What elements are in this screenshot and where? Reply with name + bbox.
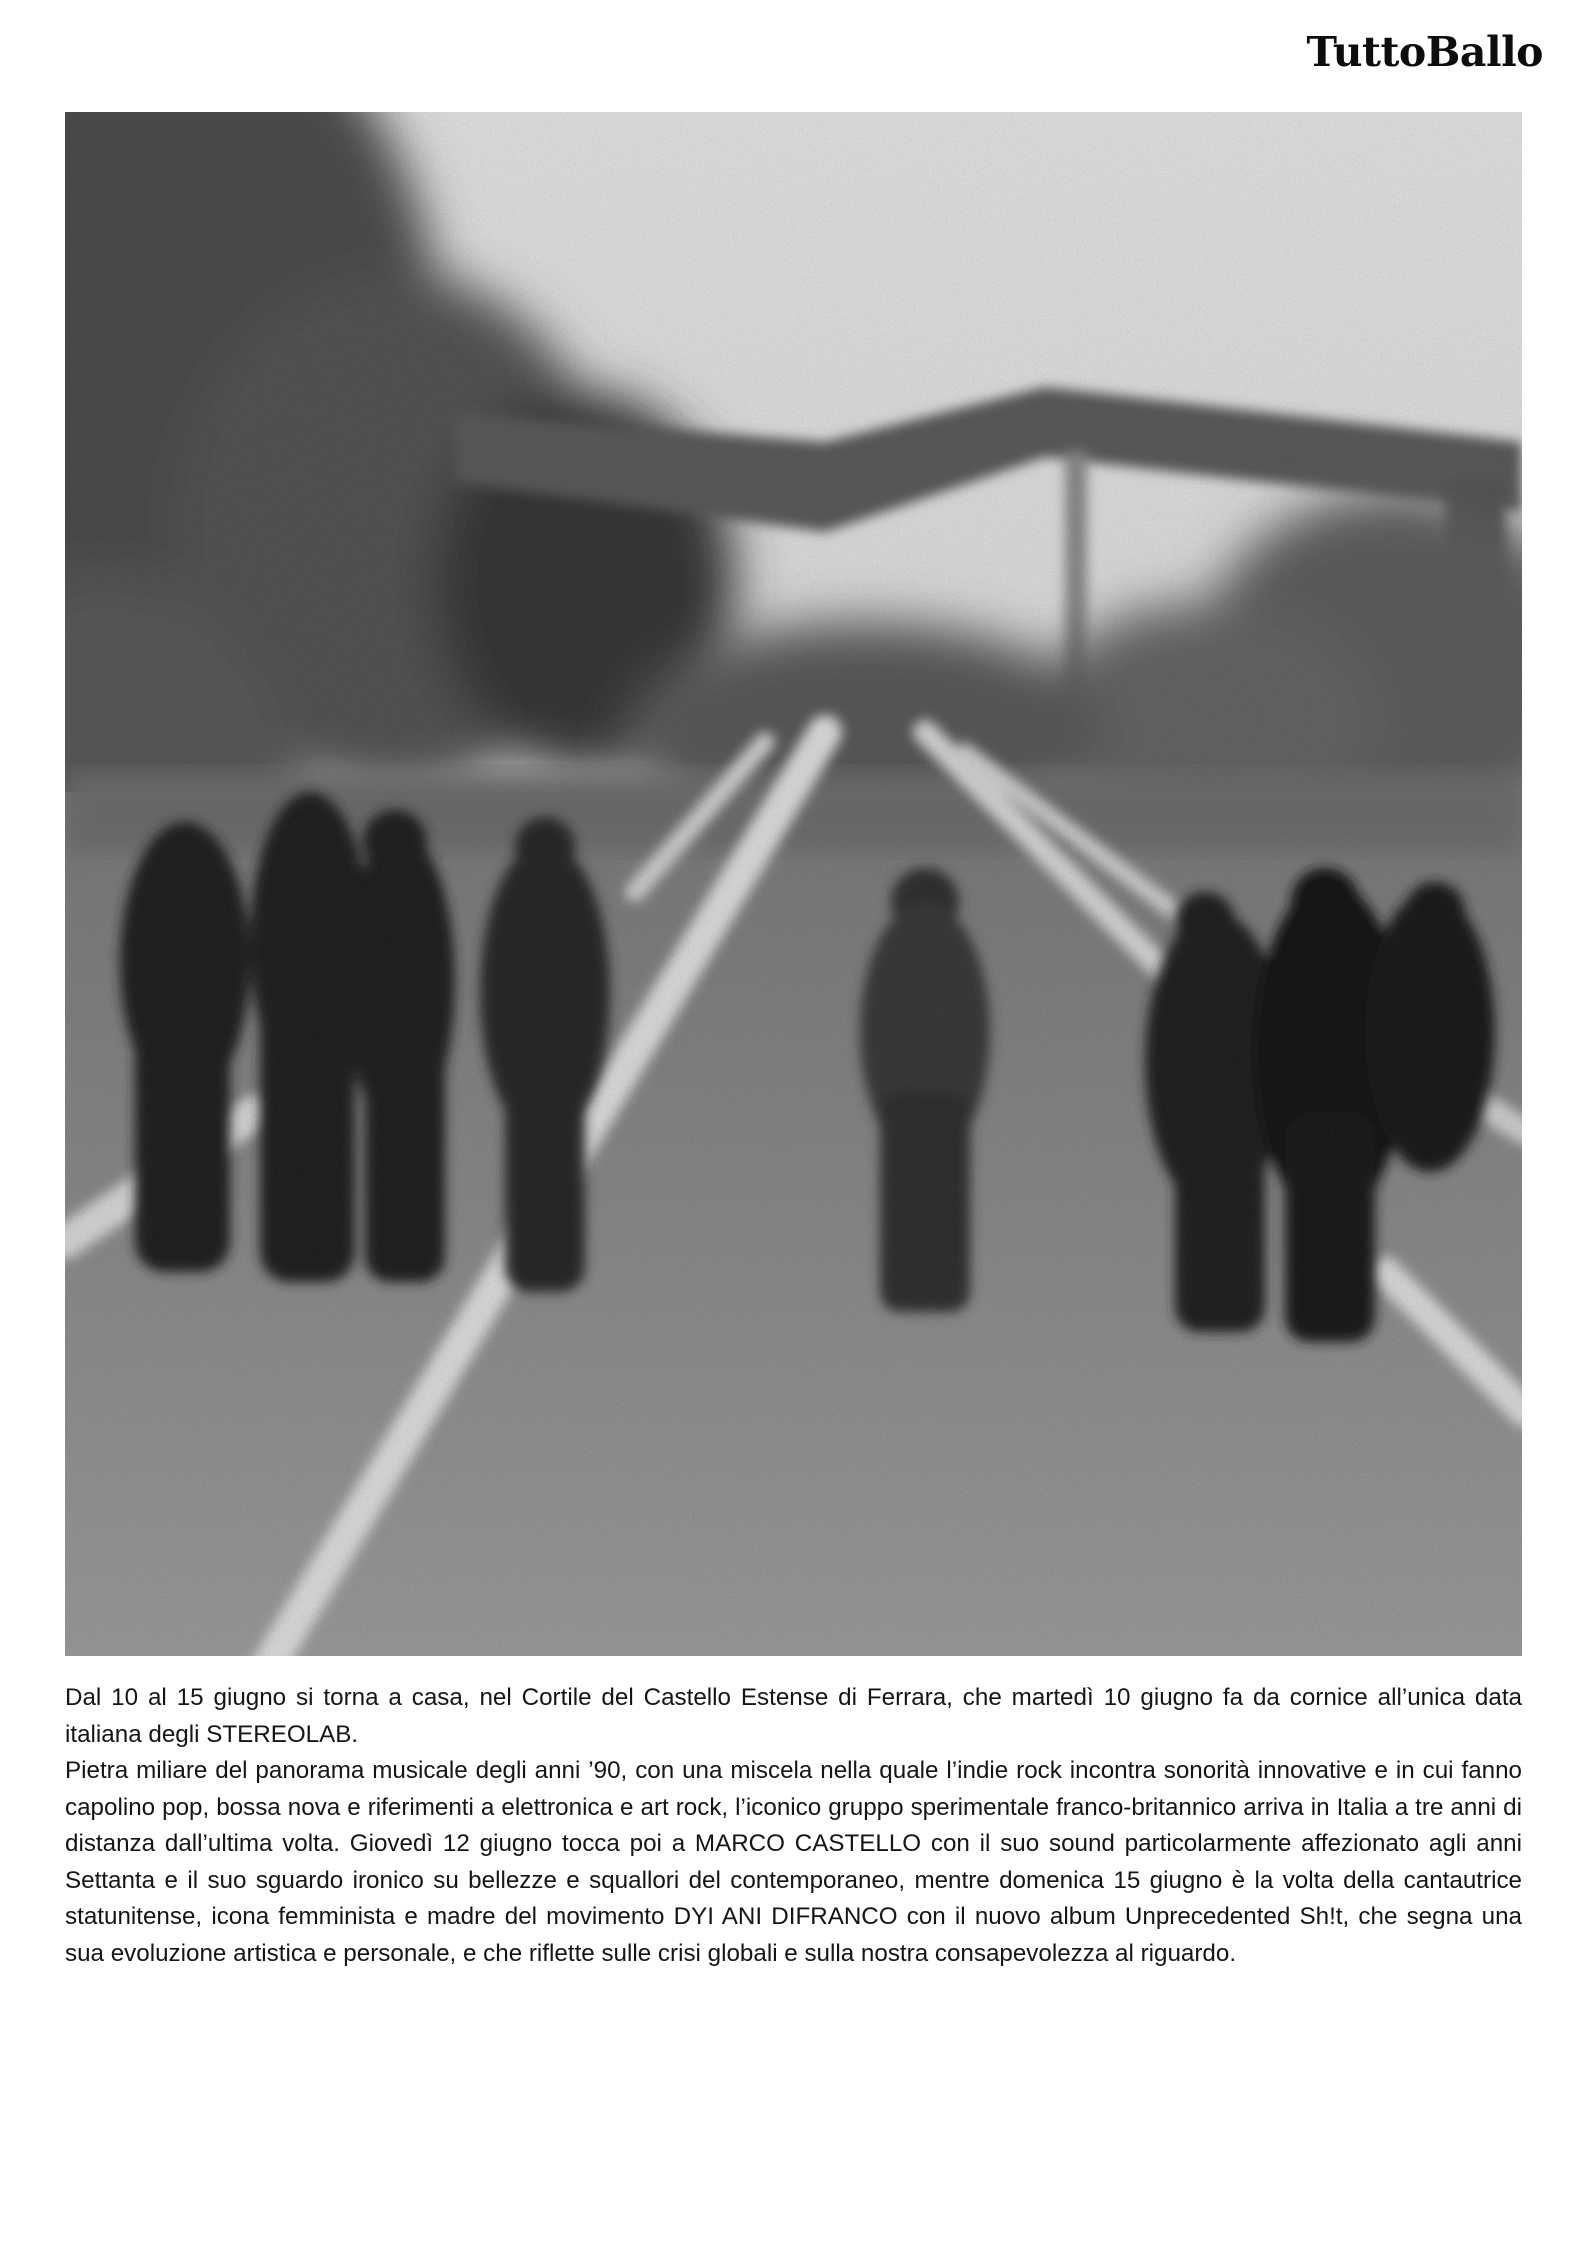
band-photo bbox=[65, 112, 1522, 1656]
article-body bbox=[65, 1680, 1522, 1972]
article-paragraph: Dal 10 al 15 giugno si torna a casa, nel Cortile del Castello Estense di Ferrara, che martedì 10 giugno fa da cornice all’unica data italiana degli STEREOLAB. bbox=[65, 1684, 1522, 1748]
article-paragraph: Pietra miliare del panorama musicale degli anni ’90, con una miscela nella quale l’indie rock incontra sonorità innovative e in cui fanno capolino pop, bossa nova e riferimenti a elettronica e art rock, l’iconico gruppo sperimentale franco-britannico arriva in Italia a tre anni di distanza dall’ultima volta. Giovedì 12 giugno tocca poi a MARCO CASTELLO con il suo sound particolarmente affezionato agli anni Settanta e il suo sguardo ironico su bellezze e squallori del contemporaneo, mentre domenica 15 giugno è la volta della cantautrice statunitense, icona femminista e madre del movimento DYI ANI DIFRANCO con il nuovo album Unprecedented Sh!t, che segna una sua evoluzione artistica e personale, e che riflette sulle crisi globali e sulla nostra consapevolezza al riguardo. bbox=[65, 1757, 1522, 1967]
masthead-title: TuttoBallo bbox=[1306, 28, 1543, 76]
photo-illustration bbox=[65, 112, 1522, 1656]
